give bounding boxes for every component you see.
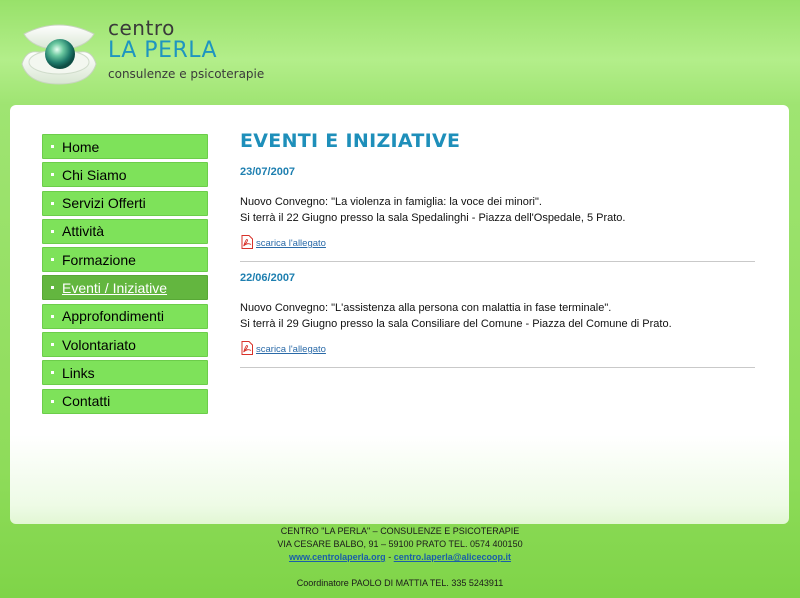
nav-item-volontariato[interactable]: [42, 332, 208, 357]
attachment-link[interactable]: [240, 341, 755, 355]
footer-separator: -: [385, 552, 394, 562]
event-line: Nuovo Convegno: "L'assistenza alla persona con malattia in fase terminale".: [240, 302, 612, 314]
page-title: EVENTI E INIZIATIVE: [240, 130, 461, 152]
nav-item-label: Home: [62, 138, 100, 155]
footer-address: VIA CESARE BALBO, 91 – 59100 PRATO TEL. 0574 400150: [277, 539, 523, 549]
website-link[interactable]: www.centrolaperla.org: [288, 552, 386, 562]
event-date: 22/06/2007: [240, 272, 296, 284]
logo-line2: LA PERLA: [108, 38, 218, 63]
nav-item-label: Eventi / Iniziative: [62, 279, 168, 296]
pearl-shell-logo-icon: [20, 20, 98, 86]
nav-item-label: Approfondimenti: [62, 308, 164, 325]
pdf-file-icon: [240, 341, 254, 355]
event-line: Si terrà il 22 Giugno presso la sala Spedalinghi - Piazza dell'Ospedale, 5 Prato.: [240, 212, 626, 224]
footer-coordinator: Coordinatore PAOLO DI MATTIA TEL. 335 5243911: [296, 578, 504, 588]
bullet-icon: [51, 230, 54, 233]
nav-item-contatti[interactable]: [42, 389, 208, 414]
bullet-icon: [51, 202, 54, 205]
event-description: [240, 194, 755, 226]
bullet-icon: [51, 286, 54, 289]
nav-item-home[interactable]: [42, 134, 208, 159]
event-line: Si terrà il 29 Giugno presso la sala Consiliare del Comune - Piazza del Comune di Prato.: [240, 318, 672, 330]
nav-item-formazione[interactable]: [42, 247, 208, 272]
nav-item-approfondimenti[interactable]: [42, 304, 208, 329]
nav-item-label: Servizi Offerti: [62, 195, 146, 212]
pdf-file-icon: [240, 235, 254, 249]
event-line: Nuovo Convegno: "La violenza in famiglia: la voce dei minori".: [240, 196, 542, 208]
event-item: [240, 166, 755, 262]
nav-item-label: Volontariato: [62, 336, 136, 353]
nav-item-label: Formazione: [62, 251, 136, 268]
attachment-label: scarica l'allegato: [256, 344, 326, 355]
footer: [0, 525, 800, 590]
divider: [240, 367, 755, 368]
bullet-icon: [51, 145, 54, 148]
site-logo[interactable]: [18, 14, 278, 92]
email-link[interactable]: centro.laperla@alicecoop.it: [393, 552, 511, 562]
attachment-link[interactable]: [240, 235, 755, 249]
nav-item-label: Chi Siamo: [62, 166, 127, 183]
event-date: 23/07/2007: [240, 166, 296, 178]
event-item: [240, 272, 755, 368]
bullet-icon: [51, 258, 54, 261]
nav-item-label: Attività: [62, 223, 105, 240]
bullet-icon: [51, 315, 54, 318]
nav-item-links[interactable]: [42, 360, 208, 385]
nav-item-servizi-offerti[interactable]: [42, 191, 208, 216]
footer-links: [0, 551, 800, 564]
nav-item-attivita[interactable]: [42, 219, 208, 244]
footer-company: CENTRO "LA PERLA" – CONSULENZE E PSICOTERAPIE: [280, 526, 520, 536]
nav-item-chi-siamo[interactable]: [42, 162, 208, 187]
logo-line1: centro: [108, 16, 175, 40]
bullet-icon: [51, 343, 54, 346]
footer-spacer: [0, 564, 800, 577]
nav-item-eventi-iniziative[interactable]: [42, 275, 208, 300]
logo-tagline: consulenze e psicoterapie: [108, 67, 265, 81]
attachment-label: scarica l'allegato: [256, 238, 326, 249]
event-description: [240, 300, 755, 332]
sidebar-nav: [42, 134, 208, 417]
bullet-icon: [51, 173, 54, 176]
nav-item-label: Contatti: [62, 393, 111, 410]
bullet-icon: [51, 371, 54, 374]
divider: [240, 261, 755, 262]
bullet-icon: [51, 400, 54, 403]
nav-item-label: Links: [62, 364, 95, 381]
content-area: [240, 130, 755, 368]
